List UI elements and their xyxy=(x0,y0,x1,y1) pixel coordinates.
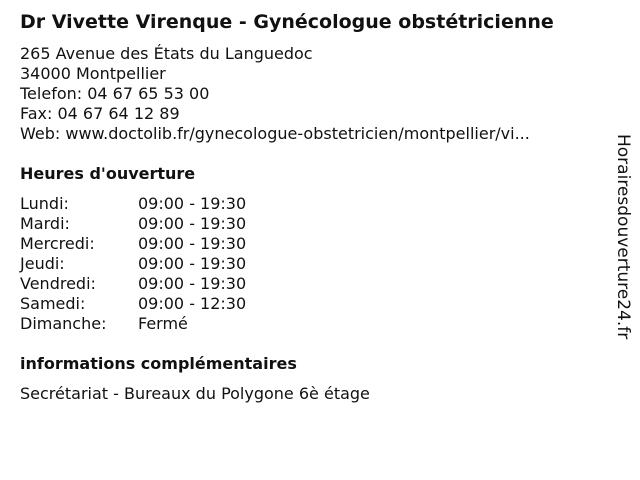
opening-hours-heading: Heures d'ouverture xyxy=(20,164,196,183)
time-value: 09:00 - 19:30 xyxy=(138,254,247,273)
page-title: Dr Vivette Virenque - Gynécologue obstétricienne xyxy=(20,11,554,33)
time-value: 09:00 - 19:30 xyxy=(138,234,247,253)
time-value: 09:00 - 19:30 xyxy=(138,274,247,293)
site-watermark: Horairesdouverture24.fr xyxy=(613,134,633,340)
day-label: Vendredi: xyxy=(20,274,96,293)
hours-row-tuesday xyxy=(20,214,246,234)
time-value: 09:00 - 12:30 xyxy=(138,294,247,313)
hours-row-monday xyxy=(20,194,246,214)
hours-row-sunday xyxy=(20,314,246,334)
day-label: Samedi: xyxy=(20,294,86,313)
address-street: 265 Avenue des États du Languedoc xyxy=(20,44,313,63)
day-label: Lundi: xyxy=(20,194,69,213)
day-label: Mardi: xyxy=(20,214,70,233)
web-line: Web: www.doctolib.fr/gynecologue-obstetricien/montpellier/vi... xyxy=(20,124,530,143)
additional-info-heading: informations complémentaires xyxy=(20,354,297,373)
day-label: Mercredi: xyxy=(20,234,95,253)
day-label: Dimanche: xyxy=(20,314,107,333)
time-value: 09:00 - 19:30 xyxy=(138,194,247,213)
additional-info-text: Secrétariat - Bureaux du Polygone 6è étage xyxy=(20,384,370,403)
time-value: 09:00 - 19:30 xyxy=(138,214,247,233)
address-city: 34000 Montpellier xyxy=(20,64,166,83)
hours-row-friday xyxy=(20,274,246,294)
phone-line: Telefon: 04 67 65 53 00 xyxy=(20,84,210,103)
hours-row-wednesday xyxy=(20,234,246,254)
time-value: Fermé xyxy=(138,314,188,333)
hours-row-thursday xyxy=(20,254,246,274)
fax-line: Fax: 04 67 64 12 89 xyxy=(20,104,180,123)
day-label: Jeudi: xyxy=(20,254,65,273)
hours-row-saturday xyxy=(20,294,246,314)
opening-hours-table xyxy=(20,194,246,334)
